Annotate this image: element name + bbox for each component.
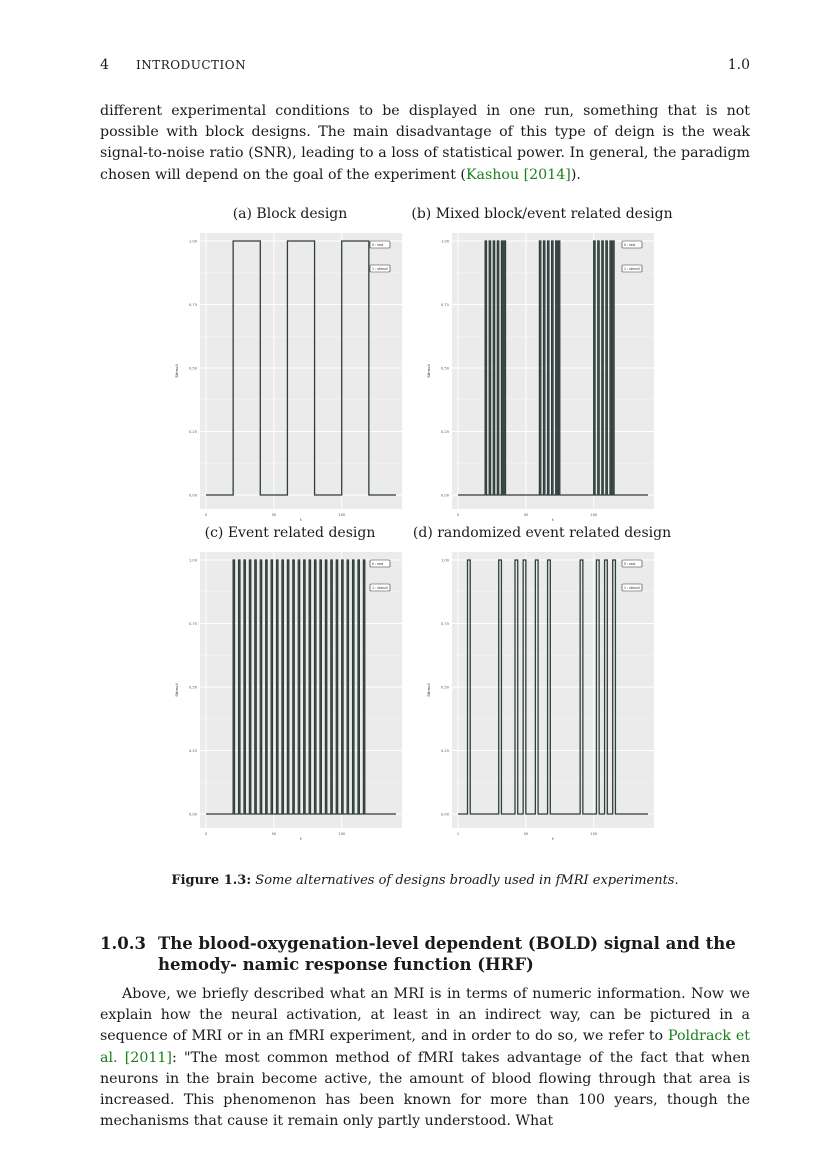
x-axis-title: t <box>300 517 302 522</box>
y-tick-label: 0.50 <box>440 685 449 690</box>
plot-randomized-design <box>422 546 662 842</box>
section-title: The blood-oxygenation-level dependent (BOLD) signal and the hemody- namic response function (HRF) <box>158 934 736 974</box>
x-tick-label: 100 <box>590 832 598 836</box>
panel-mixed-design <box>411 205 673 525</box>
y-tick-label: 0.50 <box>440 366 449 371</box>
y-tick-label: 0.25 <box>188 429 197 434</box>
y-tick-label: 0.75 <box>188 302 197 307</box>
legend-label: 1 : stimuli <box>372 266 388 271</box>
paragraph-intro <box>100 101 750 186</box>
y-tick-label: 1.00 <box>188 558 197 563</box>
paragraph-text: Above, we briefly described what an MRI is in terms of numeric information. Now we explain how the neural activation, at least in an indirect way, can be pictured in a sequence of MRI or in an fMRI experiment, and in order to do so, we refer to <box>100 986 750 1045</box>
panel-title: (a) Block design <box>232 206 348 222</box>
x-axis-title: t <box>552 517 554 522</box>
y-tick-label: 0.00 <box>188 812 197 817</box>
y-tick-label: 1.00 <box>440 239 449 244</box>
y-tick-label: 0.50 <box>188 685 197 690</box>
page-number: 4 <box>100 57 109 73</box>
y-tick-label: 1.00 <box>188 239 197 244</box>
y-tick-label: 0.25 <box>188 748 197 753</box>
section-number: 1.0.3 <box>100 934 146 953</box>
y-tick-label: 0.75 <box>440 302 449 307</box>
figure-caption <box>100 873 750 888</box>
legend-label: 1 : stimuli <box>624 585 640 590</box>
panel-title: (c) Event related design <box>204 525 376 541</box>
x-tick-label: 0 <box>204 832 208 836</box>
panel-title: (d) randomized event related design <box>412 525 672 541</box>
y-tick-label: 0.50 <box>188 366 197 371</box>
paragraph-end: ). <box>570 166 581 183</box>
y-axis-title: Stimuli <box>426 364 431 378</box>
legend-label: 1 : stimuli <box>624 266 640 271</box>
x-tick-label: 0 <box>456 513 460 517</box>
plot-background <box>200 233 402 509</box>
citation-bracket-close: ] <box>565 166 571 183</box>
x-tick-label: 0 <box>204 513 208 517</box>
y-tick-label: 0.25 <box>440 748 449 753</box>
version-label: 1.0 <box>727 57 750 73</box>
plot-mixed-design <box>422 227 662 523</box>
chapter-title: INTRODUCTION <box>136 58 247 72</box>
citation-author: Kashou <box>465 166 520 183</box>
paragraph-bold <box>100 984 750 1132</box>
legend-label: 1 : stimuli <box>372 585 388 590</box>
panel-randomized-design <box>412 524 672 844</box>
citation-year: 2014 <box>529 166 566 183</box>
figure-designs <box>100 205 750 845</box>
y-axis-title: Stimuli <box>174 364 179 378</box>
legend-label: 0 : rest <box>624 242 636 247</box>
y-tick-label: 0.25 <box>440 429 449 434</box>
plot-block-design <box>170 227 410 523</box>
citation-kashou[interactable] <box>466 167 571 183</box>
caption-label: Figure 1.3: <box>171 873 252 888</box>
y-tick-label: 0.75 <box>188 621 197 626</box>
citation-bracket-open: [ <box>117 1049 131 1066</box>
x-tick-label: 100 <box>338 513 346 517</box>
panel-title: (b) Mixed block/event related design <box>411 206 673 222</box>
x-tick-label: 50 <box>523 832 529 836</box>
citation-year: 2011 <box>130 1049 167 1066</box>
x-tick-label: 1 <box>456 832 460 836</box>
running-head <box>100 57 750 75</box>
x-axis-title: t <box>300 836 302 841</box>
plot-background <box>200 552 402 828</box>
x-tick-label: 50 <box>271 513 277 517</box>
plot-background <box>452 552 654 828</box>
y-tick-label: 0.00 <box>188 493 197 498</box>
caption-text: Some alternatives of designs broadly used in fMRI experiments. <box>255 873 679 888</box>
citation-author: Poldrack et al. <box>100 1028 750 1066</box>
citation-bracket-open: [ <box>519 166 530 183</box>
paragraph-text: different experimental conditions to be displayed in one run, something that is not possible with block designs. The main disadvantage of this type of deign is the weak signal-to-noise ratio (SNR), leading to a loss of statistical power. In general, the paradigm chosen will depend on the goal of the experiment ( <box>100 103 750 183</box>
x-tick-label: 100 <box>338 832 346 836</box>
citation-bracket-close: ] <box>166 1049 172 1066</box>
x-tick-label: 100 <box>590 513 598 517</box>
legend-label: 0 : rest <box>372 561 384 566</box>
y-tick-label: 0.00 <box>440 812 449 817</box>
y-axis-title: Stimuli <box>174 683 179 697</box>
x-axis-title: t <box>552 836 554 841</box>
x-tick-label: 50 <box>271 832 277 836</box>
legend-label: 0 : rest <box>372 242 384 247</box>
y-axis-title: Stimuli <box>426 683 431 697</box>
x-tick-label: 50 <box>523 513 529 517</box>
legend-label: 0 : rest <box>624 561 636 566</box>
y-tick-label: 0.00 <box>440 493 449 498</box>
panel-event-design <box>170 524 410 844</box>
y-tick-label: 0.75 <box>440 621 449 626</box>
y-tick-label: 1.00 <box>440 558 449 563</box>
plot-event-design <box>170 546 410 842</box>
paragraph-text-continued: : "The most common method of fMRI takes advantage of the fact that when neurons in the brain become active, the amount of blood flowing through that area is increased. This phenomenon has been known for more than 100 years, though the mechanisms that cause it remain only partly understood. What <box>100 1049 750 1130</box>
panel-block-design <box>170 205 410 525</box>
